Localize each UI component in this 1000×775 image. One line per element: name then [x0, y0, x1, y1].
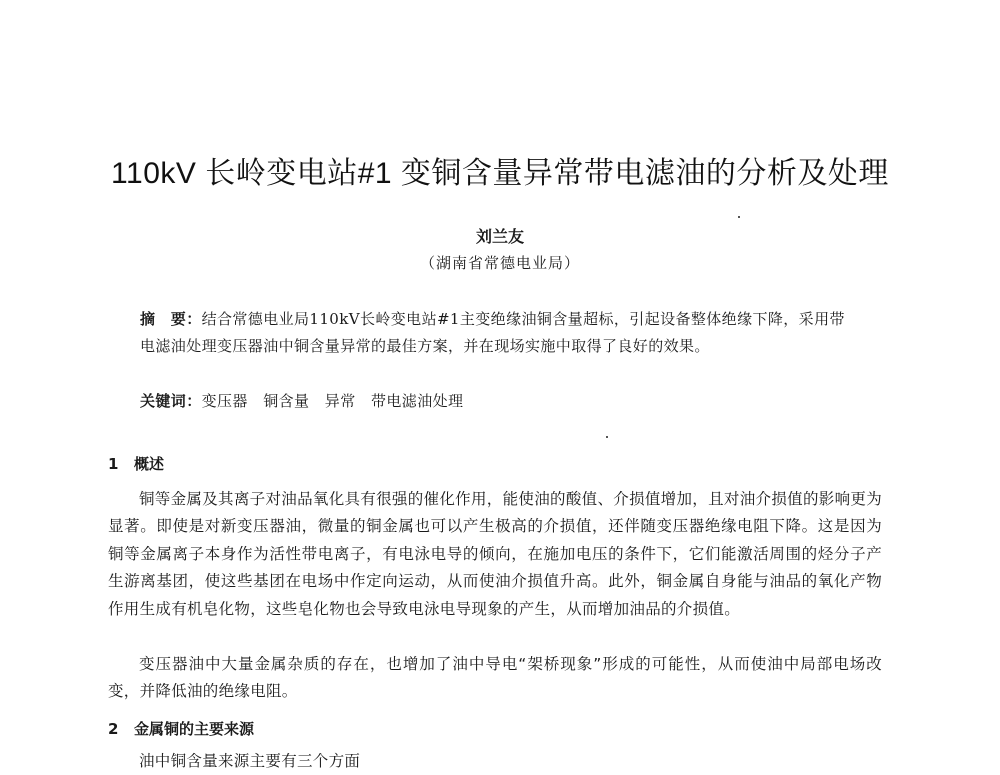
abstract-label: 摘 要： [140, 310, 202, 328]
section-title: 概述 [134, 455, 165, 473]
section-number: 2 [108, 720, 119, 738]
body-paragraph: 变压器油中大量金属杂质的存在，也增加了油中导电“架桥现象”形成的可能性，从而使油中局部电场改变，并降低油的绝缘电阻。 [108, 655, 882, 701]
author-affiliation: （湖南省常德电业局） [419, 254, 580, 272]
body-paragraph: 铜等金属及其离子对油品氧化具有很强的催化作用，能使油的酸值、介损值增加，且对油介损值的影响更为显著。即使是对新变压器油，微量的铜金属也可以产生极高的介损值，还伴随变压器绝缘电阻下降。这是因为铜等金属离子本身作为活性带电离子，有电泳电导的倾向，在施加电压的条件下，它们能激活周围的烃分子产生游离基团，使这些基团在电场中作定向运动，从而使油介损值升高。此外，铜金属自身能与油品的氧化产物作用生成有机皂化物，这些皂化物也会导致电泳电导现象的产生，从而增加油品的介损值。 [108, 490, 882, 618]
keywords [140, 388, 860, 415]
section-title: 金属铜的主要来源 [134, 720, 255, 738]
body-paragraph: 油中铜含量来源主要有三个方面 [139, 752, 361, 770]
abstract-text: 结合常德电业局110kV长岭变电站#1主变绝缘油铜含量超标，引起设备整体绝缘下降，采用带电滤油处理变压器油中铜含量异常的最佳方案，并在现场实施中取得了良好的效果。 [140, 310, 845, 355]
section-heading-1 [108, 453, 164, 474]
paper-title: 110kV 长岭变电站#1 变铜含量异常带电滤油的分析及处理 [111, 157, 889, 190]
keywords-label: 关键词： [140, 392, 202, 410]
section-number: 1 [108, 455, 119, 473]
abstract [140, 306, 860, 360]
section-heading-2 [108, 718, 254, 739]
scan-speck [606, 436, 608, 438]
keywords-text: 变压器 铜含量 异常 带电滤油处理 [201, 392, 464, 410]
author-name: 刘兰友 [475, 227, 524, 246]
scan-speck [738, 216, 740, 218]
